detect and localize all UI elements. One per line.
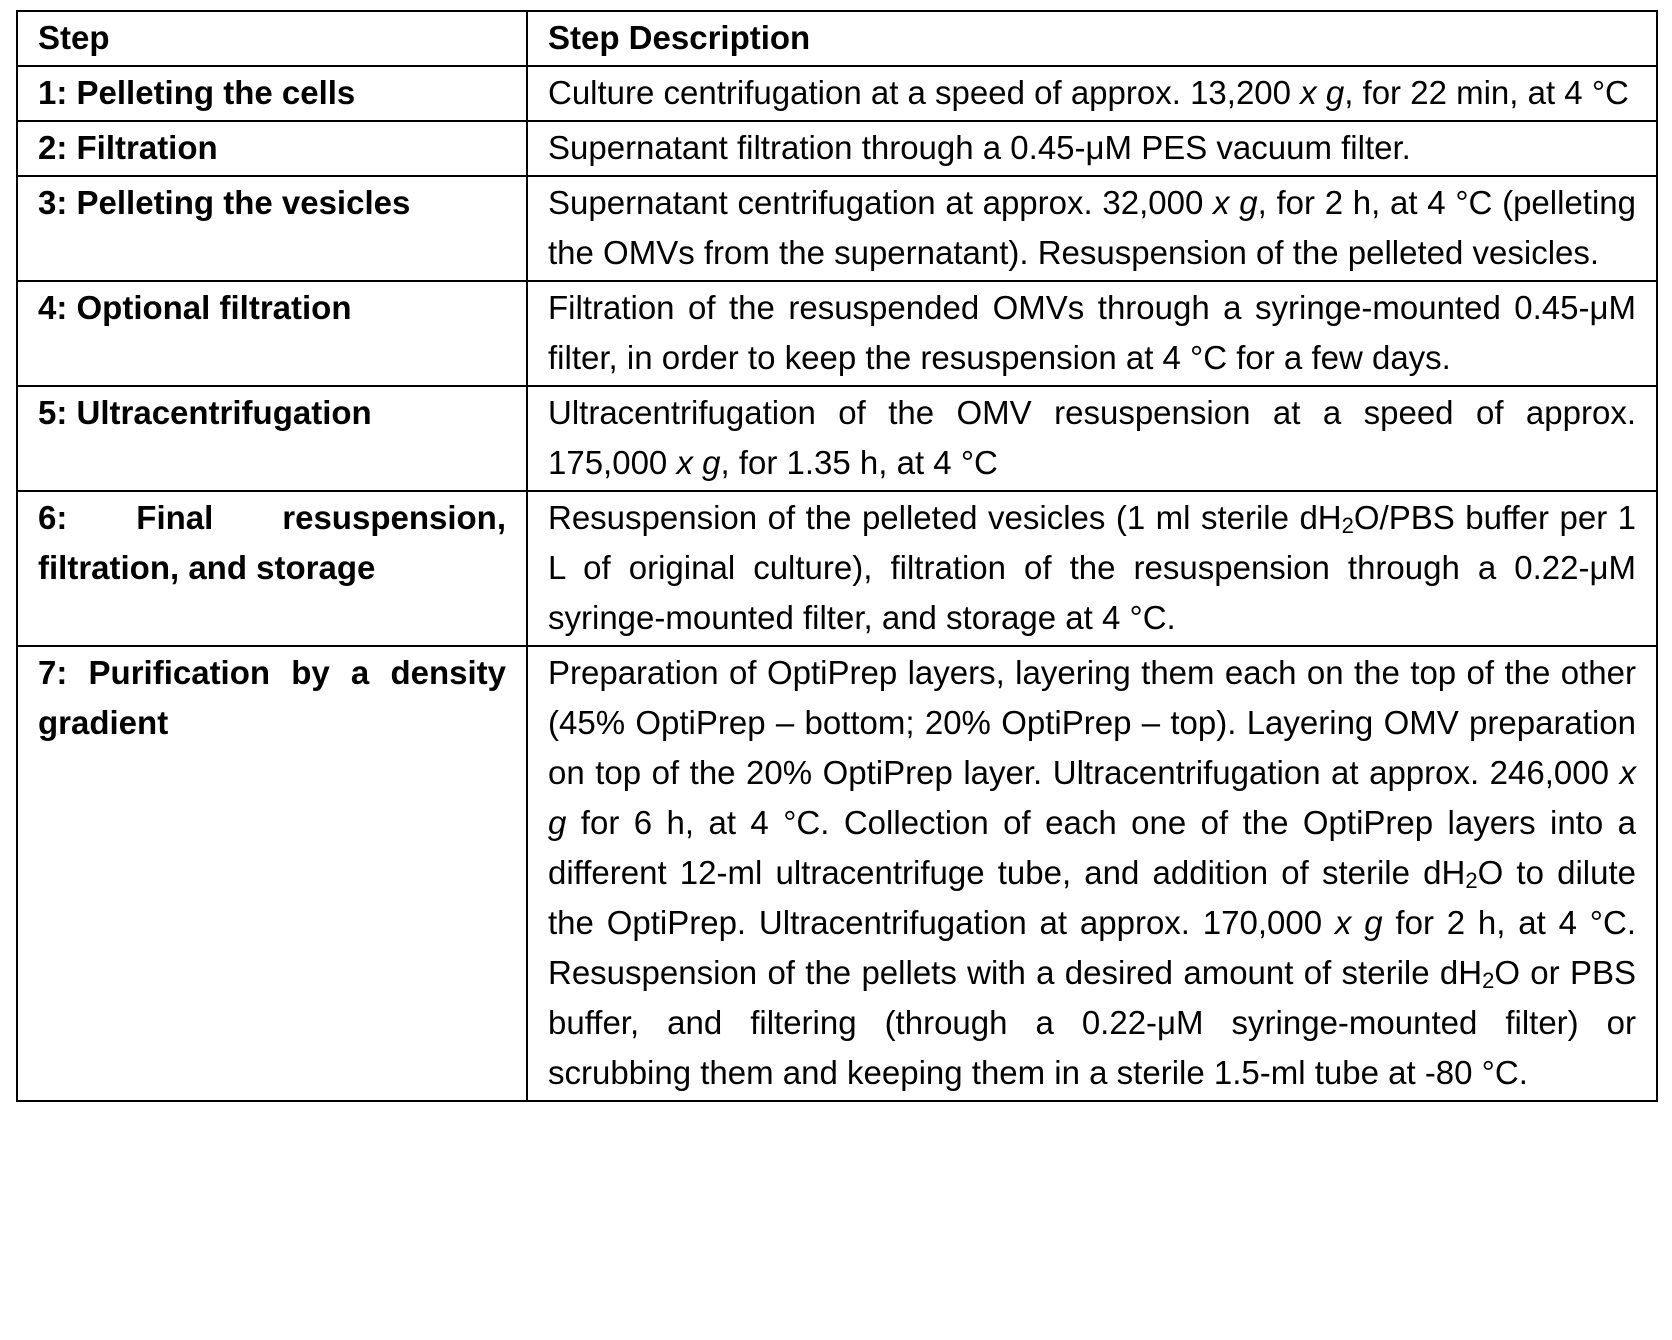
step-description: Filtration of the resuspended OMVs through a syringe-mounted 0.45-μM filter, in order to keep the resuspension at 4 °C for a few days. [527,281,1657,386]
step-name: 2: Filtration [17,121,527,176]
step-name: 4: Optional filtration [17,281,527,386]
step-name: 6: Final resuspension, filtration, and storage [17,491,527,646]
table-row [17,176,1657,281]
italic-text: x g [548,754,1636,841]
table-row [17,646,1657,1101]
step-description: Resuspension of the pelleted vesicles (1 ml sterile $dH_2O$/PBS buffer per 1 L of original culture), filtration of the resuspension through a 0.22-μM syringe-mounted filter, and storage at 4 °C. [527,491,1657,646]
italic-text: x g [1334,904,1383,941]
table-row [17,121,1657,176]
step-name: 5: Ultracentrifugation [17,386,527,491]
step-description: Supernatant centrifugation at approx. 32,000 x g, for 2 h, at 4 °C (pelleting the OMVs from the supernatant). Resuspension of the pelleted vesicles. [527,176,1657,281]
step-name: 1: Pelleting the cells [17,66,527,121]
step-name: 7: Purification by a density gradient [17,646,527,1101]
italic-text: x g [676,444,721,481]
table-row [17,386,1657,491]
step-description: Culture centrifugation at a speed of approx. 13,200 x g, for 22 min, at 4 °C [527,66,1657,121]
step-description: Ultracentrifugation of the OMV resuspension at a speed of approx. 175,000 x g, for 1.35 h, at 4 °C [527,386,1657,491]
header-step: Step [17,11,527,66]
subscript-text: 2 [1465,868,1478,893]
steps-table [16,10,1658,1102]
table-row [17,66,1657,121]
italic-text: x g [1300,74,1345,111]
step-description: Preparation of OptiPrep layers, layering them each on the top of the other (45% OptiPrep – bottom; 20% OptiPrep – top). Layering OMV preparation on top of the 20% OptiPrep layer. Ultracentrifugation at approx. 246,000 x g for 6 h, at 4 °C. Collection of each one of the OptiPrep layers into a different 12-ml ultracentrifuge tube, and addition of sterile $dH_2O$ to dilute the OptiPrep. Ultracentrifugation at approx. 170,000 x g for 2 h, at 4 °C. Resuspension of the pellets with a desired amount of sterile $dH_2O$ or PBS buffer, and filtering (through a 0.22-μM syringe-mounted filter) or scrubbing them and keeping them in a sterile 1.5-ml tube at -80 °C. [527,646,1657,1101]
subscript-text: 2 [1482,968,1495,993]
step-description: Supernatant filtration through a 0.45-μM PES vacuum filter. [527,121,1657,176]
step-name: 3: Pelleting the vesicles [17,176,527,281]
header-step-description: Step Description [527,11,1657,66]
table-header-row [17,11,1657,66]
subscript-text: 2 [1341,513,1354,538]
table-row [17,281,1657,386]
italic-text: x g [1213,184,1258,221]
table-row [17,491,1657,646]
